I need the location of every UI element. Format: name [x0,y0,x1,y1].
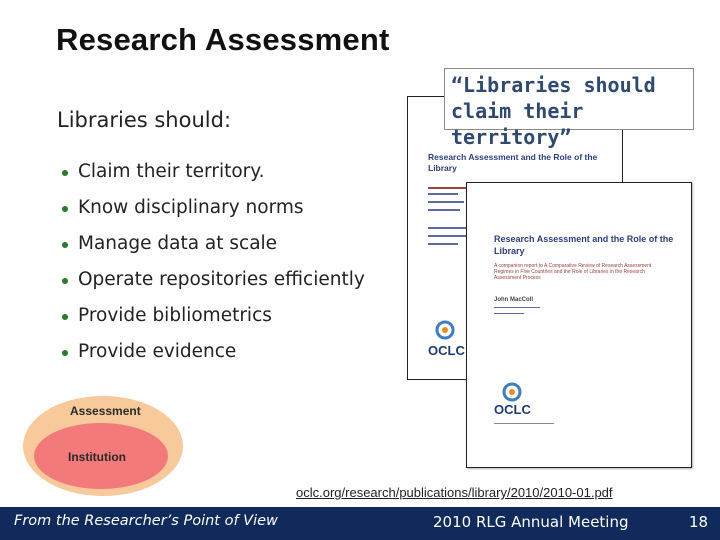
bullet-item: Know disciplinary norms [60,192,365,228]
institution-label: Institution [68,450,126,464]
report-author: John MacColl [494,297,534,303]
text-line [494,313,524,314]
subheading: Libraries should: [57,108,232,132]
report-title: Research Assessment and the Role of the Library [494,234,674,256]
slide-title: Research Assessment [56,22,390,57]
text-line [428,235,468,237]
text-line [494,307,540,308]
footer-left-text: From the Researcher’s Point of View [14,513,278,529]
quote-callout: “Libraries should claim their territory” [444,68,694,130]
bullet-item: Provide bibliometrics [60,300,365,336]
text-line [428,209,460,211]
report-title: Research Assessment and the Role of the Library [428,152,598,173]
bullet-item: Manage data at scale [60,228,365,264]
text-line [428,187,468,189]
text-line [428,201,464,203]
bullet-item: Operate repositories efficiently [60,264,365,300]
bullet-list [60,156,365,372]
oclc-logo-icon [434,319,456,341]
page-number: 18 [689,513,709,531]
oclc-logo-text: OCLC [428,343,465,358]
text-line [428,193,458,195]
report-link[interactable]: oclc.org/research/publications/library/2010/2010-01.pdf [296,485,613,500]
text-line [494,423,554,424]
oclc-logo-text: OCLC [494,402,531,417]
footer-center-text: 2010 RLG Annual Meeting [433,513,629,531]
footer-bar [0,507,720,540]
bullet-item: Claim their territory. [60,156,365,192]
report-thumbnail-front [466,182,692,468]
bullet-item: Provide evidence [60,336,365,372]
report-subtitle: A companion report to A Comparative Review of Research Assessment Regimes in Five Countries and the Role of Libraries in the Research Assessment Process [494,263,652,281]
text-line [428,243,458,245]
assessment-label: Assessment [70,404,141,418]
oclc-logo-icon [501,381,523,403]
